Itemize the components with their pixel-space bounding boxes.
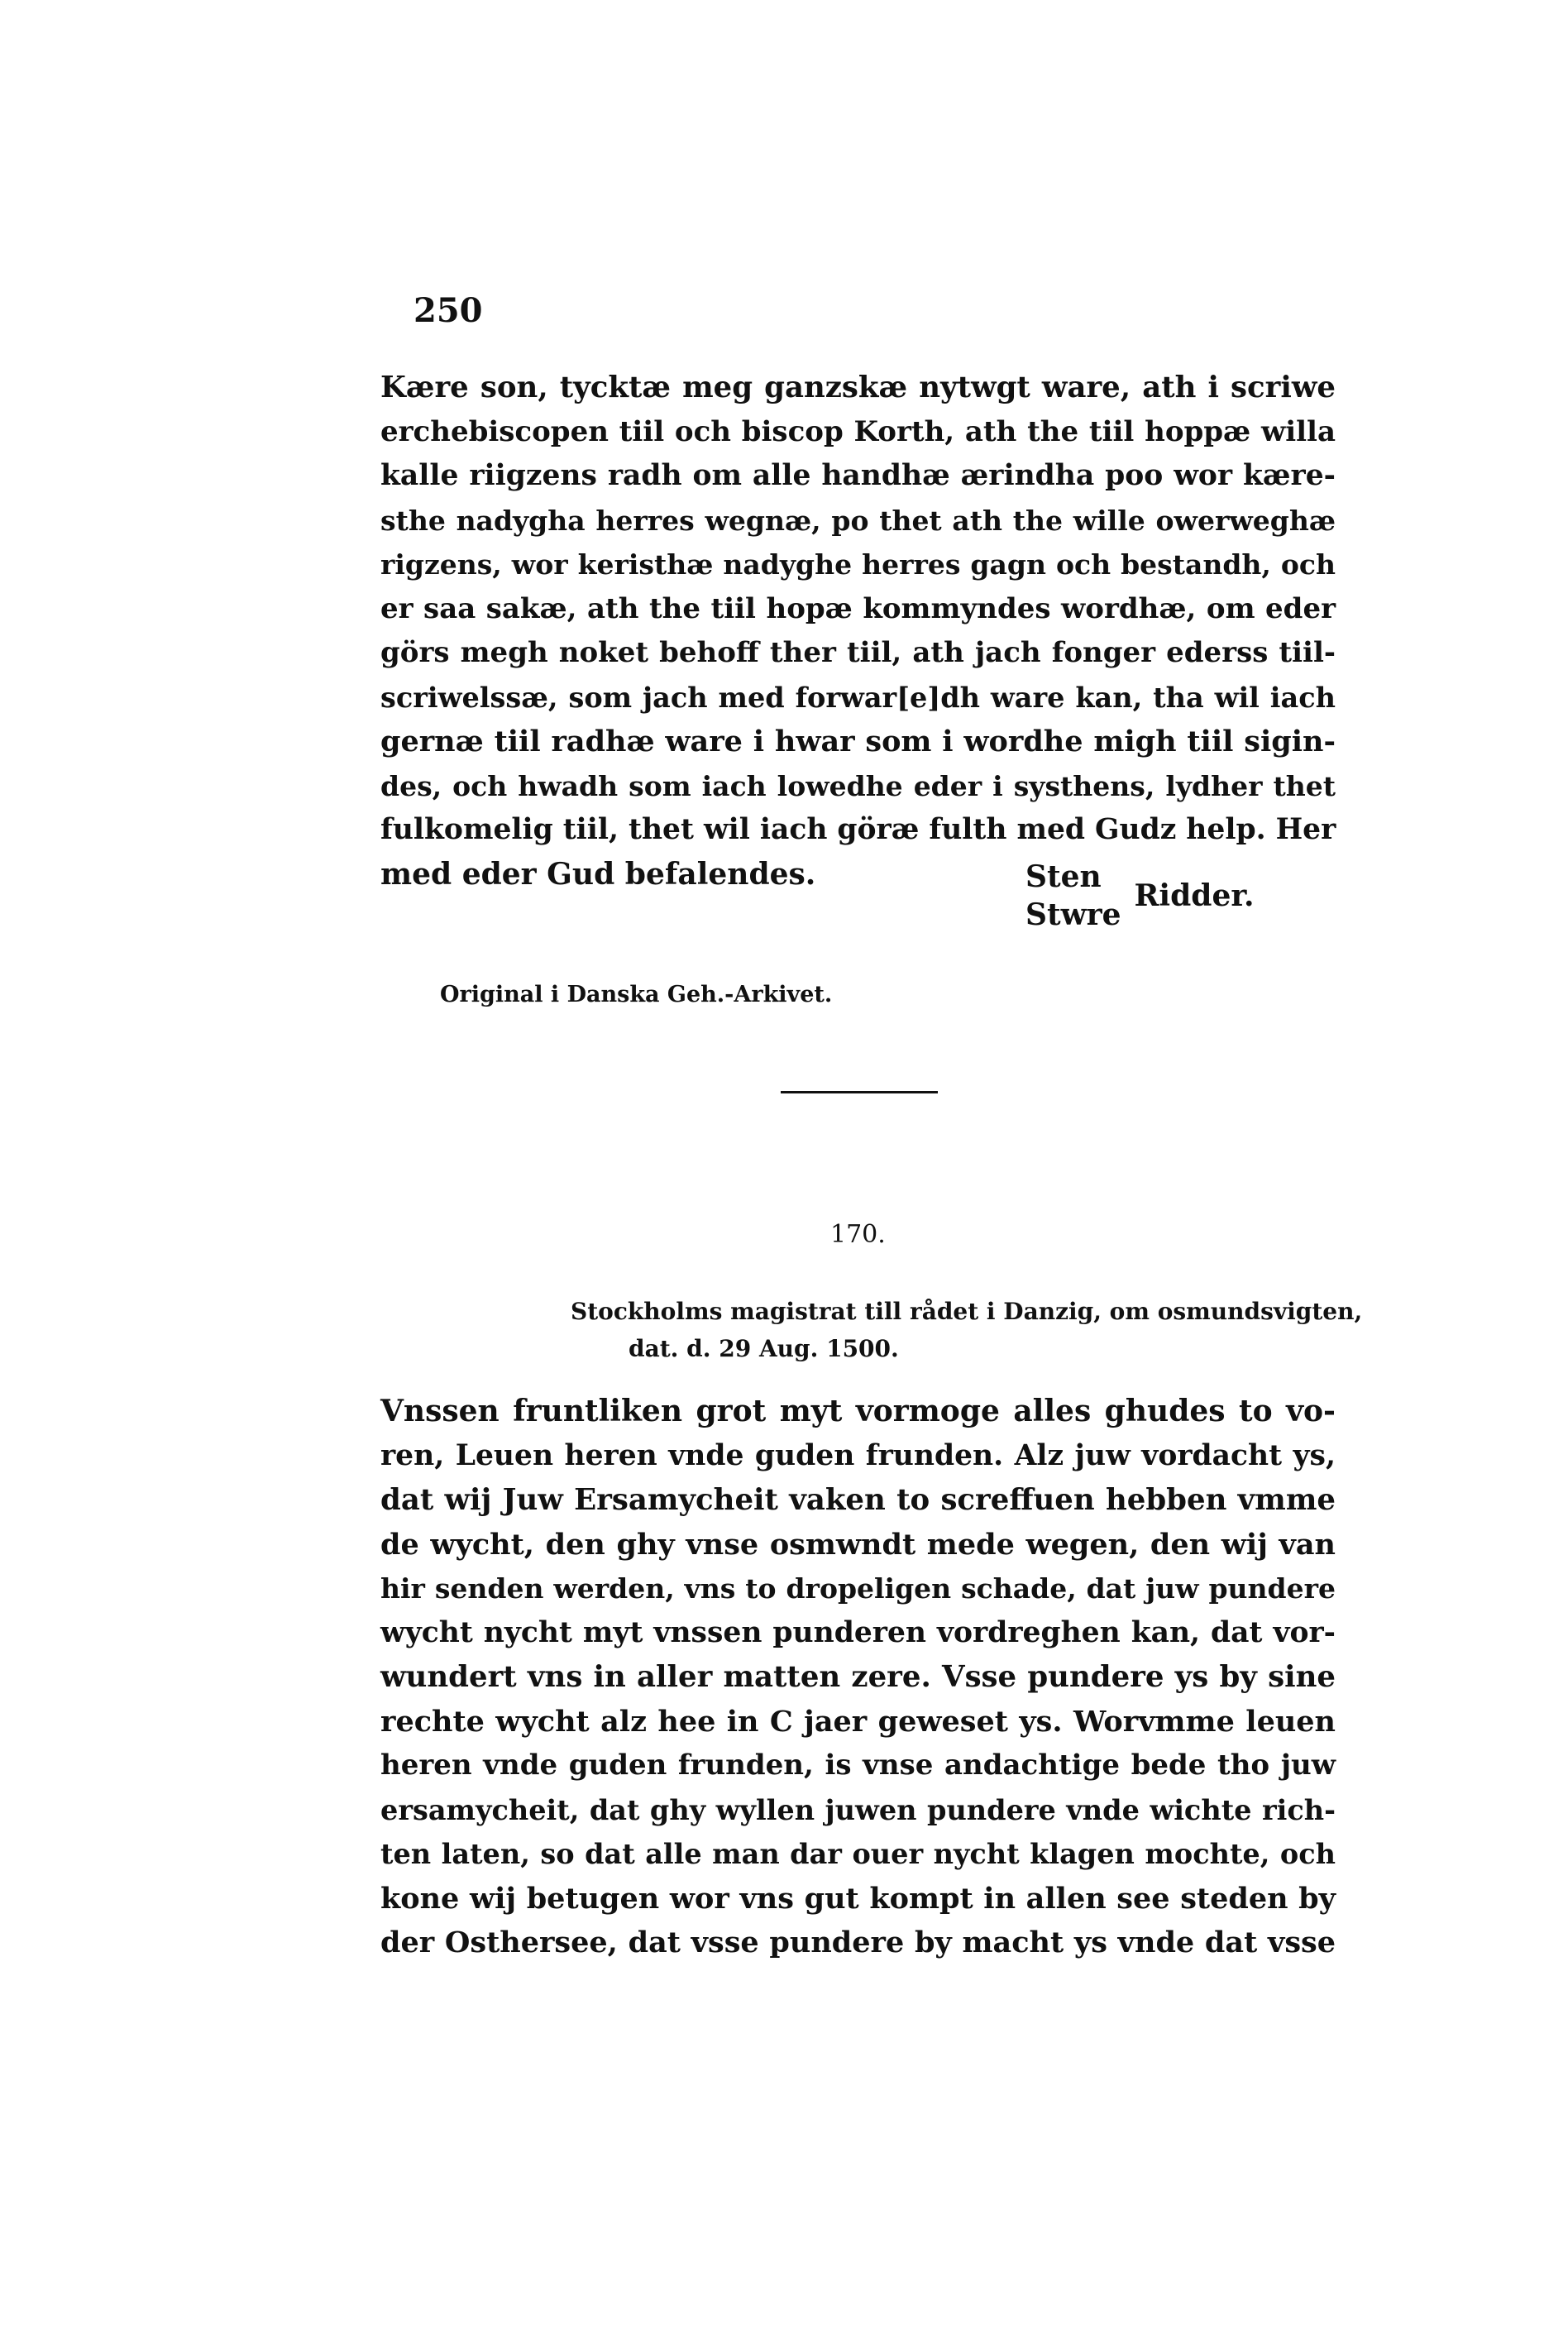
text-line: kone wij betugen wor vns gut kompt in allen see steden by [380,1881,1336,1916]
text-line: rechte wycht alz hee in C jaer geweset ys. Worvmme leuen [380,1704,1336,1739]
text-line: wycht nycht myt vnssen punderen vordreghen kan, dat vor- [380,1615,1336,1649]
page-number: 250 [414,291,483,330]
source-note: Original i Danska Geh.-Arkivet. [440,982,833,1007]
letter-1-body [380,366,1336,897]
text-line: med eder Gud befalendes. [380,856,816,892]
text-line: de wycht, den ghy vnse osmwndt mede wegen, den wij van [380,1527,1336,1562]
text-line: gernæ tiil radhæ ware i hwar som i wordhe migh tiil sigin- [380,725,1336,758]
section-divider [781,1091,938,1093]
signature-name-lower: Stwre [1025,897,1121,932]
text-line: der Osthersee, dat vsse pundere by macht ys vnde dat vsse [380,1926,1336,1959]
text-line: des, och hwadh som iach lowedhe eder i systhens, lydher thet [380,769,1336,802]
text-line: ten laten, so dat alle man dar ouer nycht klagen mochte, och [380,1838,1336,1870]
document-number: 170. [830,1220,886,1249]
signature-name [1025,858,1121,934]
text-line: heren vnde guden frunden, is vnse andachtige bede tho juw [380,1749,1336,1782]
text-line: görs megh noket behoff ther tiil, ath jach fonger ederss tiil- [380,636,1336,669]
text-line: sthe nadygha herres wegnæ, po thet ath the wille owerweghæ [380,504,1336,537]
text-line: hir senden werden, vns to dropeligen schade, dat juw pundere [380,1572,1336,1605]
text-line: scriwelssæ, som jach med forwar[e]dh ware kan, tha wil iach [380,681,1336,714]
document-heading [571,1293,1363,1367]
text-line: er saa sakæ, ath the tiil hopæ kommyndes wordhæ, om eder [380,591,1336,625]
heading-line: dat. d. 29 Aug. 1500. [629,1335,899,1362]
text-line: kalle riigzens radh om alle handhæ ærindha poo wor kære- [380,459,1336,492]
signature-name-upper: Sten [1025,859,1102,894]
heading-line: Stockholms magistrat till rådet i Danzig, om osmundsvigten, [571,1298,1363,1325]
text-line: wundert vns in aller matten zere. Vsse pundere ys by sine [380,1660,1336,1694]
text-line: ersamycheit, dat ghy wyllen juwen pundere vnde wichte rich- [380,1793,1336,1826]
text-line: Kære son, tycktæ meg ganzskæ nytwgt ware, ath i scriwe [380,371,1336,404]
signature-title: Ridder. [1134,878,1255,913]
text-line: Vnssen fruntliken grot myt vormoge alles ghudes to vo- [380,1394,1336,1428]
text-line: rigzens, wor keristhæ nadyghe herres gagn och bestandh, och [380,548,1336,581]
text-line: erchebiscopen tiil och biscop Korth, ath the tiil hoppæ willa [380,414,1336,448]
text-line: dat wij Juw Ersamycheit vaken to screffuen hebben vmme [380,1483,1336,1517]
text-line: ren, Leuen heren vnde guden frunden. Alz juw vordacht ys, [380,1438,1336,1472]
text-line: fulkomelig tiil, thet wil iach göræ fulth med Gudz help. Her [380,813,1336,846]
letter-2-body [380,1390,1336,1965]
signature [1025,858,1255,934]
